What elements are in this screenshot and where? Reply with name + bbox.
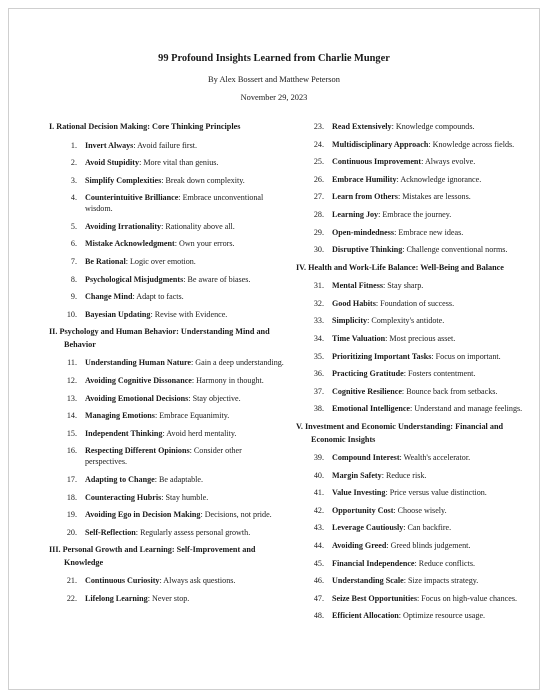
item-body <box>332 191 532 202</box>
item-name: Avoiding Irrationality <box>85 221 162 231</box>
item-description: : Optimize resource usage. <box>398 611 486 621</box>
item-number: 18. <box>66 492 77 502</box>
item-number: 46. <box>313 576 324 586</box>
item-name: Understanding Human Nature <box>85 358 191 368</box>
list-item <box>296 315 532 326</box>
item-body <box>332 298 532 309</box>
item-name: Mental Fitness <box>332 281 384 291</box>
list-item <box>49 291 285 302</box>
item-body <box>85 238 285 249</box>
item-body <box>332 558 532 569</box>
item-body <box>85 140 285 151</box>
item-number: 22. <box>66 593 77 603</box>
item-description: : Rationality above all. <box>161 221 235 231</box>
item-name: Change Mind <box>85 292 133 302</box>
item-number: 6. <box>70 239 77 249</box>
item-body <box>332 351 532 362</box>
list-item <box>296 156 532 167</box>
list-item <box>296 351 532 362</box>
item-number: 43. <box>313 523 324 533</box>
item-name: Avoid Stupidity <box>85 158 140 168</box>
item-name: Psychological Misjudgments <box>85 274 184 284</box>
item-number: 7. <box>70 257 77 267</box>
item-number: 47. <box>313 593 324 603</box>
item-name: Avoiding Greed <box>332 540 387 550</box>
list-item <box>296 209 532 220</box>
item-description: : Size impacts strategy. <box>403 576 479 586</box>
item-name: Prioritizing Important Tasks <box>332 351 432 361</box>
item-number: 39. <box>313 453 324 462</box>
item-body <box>85 492 285 503</box>
item-name: Bayesian Updating <box>85 309 151 319</box>
item-number: 2. <box>70 158 77 168</box>
item-number: 34. <box>313 334 324 344</box>
item-description: : Greed blinds judgement. <box>386 540 471 550</box>
item-name: Avoiding Ego in Decision Making <box>85 510 201 520</box>
item-number: 38. <box>313 404 324 414</box>
list-item <box>296 139 532 150</box>
list-item <box>49 274 285 285</box>
item-number: 37. <box>313 386 324 396</box>
item-name: Embrace Humility <box>332 174 397 184</box>
item-name: Simplicity <box>332 316 368 326</box>
item-description: : Decisions, not pride. <box>200 510 272 520</box>
item-name: Financial Independence <box>332 558 415 568</box>
item-description: : Foundation of success. <box>375 298 455 308</box>
item-number: 27. <box>313 192 324 202</box>
item-description: : Acknowledge ignorance. <box>396 174 482 184</box>
section <box>296 121 532 255</box>
list-item <box>296 487 532 498</box>
item-name: Lifelong Learning <box>85 593 148 603</box>
item-number: 8. <box>70 274 77 284</box>
item-number: 26. <box>313 174 324 184</box>
list-item <box>49 527 285 538</box>
item-number: 28. <box>313 209 324 219</box>
item-name: Disruptive Thinking <box>332 245 403 255</box>
item-body <box>85 575 285 586</box>
item-name: Be Rational <box>85 257 126 267</box>
left-column <box>49 121 285 611</box>
item-description: : Can backfire. <box>403 523 452 533</box>
item-description: : Break down complexity. <box>161 175 245 185</box>
list-item <box>296 540 532 551</box>
item-number: 14. <box>66 411 77 421</box>
item-number: 33. <box>313 316 324 326</box>
item-description: : Be aware of biases. <box>183 274 251 284</box>
item-body <box>85 593 285 604</box>
item-number: 32. <box>313 298 324 308</box>
item-body <box>332 403 532 414</box>
item-body <box>85 509 285 520</box>
item-name: Seize Best Opportunities <box>332 593 417 603</box>
item-number: 20. <box>66 527 77 537</box>
item-number: 17. <box>66 475 77 484</box>
list-item <box>296 386 532 397</box>
item-body <box>332 540 532 551</box>
list-item <box>49 593 285 604</box>
section <box>49 544 285 604</box>
list-item <box>49 140 285 151</box>
item-description: : More vital than genius. <box>139 158 219 168</box>
list-item <box>49 492 285 503</box>
section <box>296 421 532 621</box>
item-body <box>332 227 532 238</box>
item-number: 1. <box>70 140 77 150</box>
item-body <box>85 274 285 285</box>
item-body <box>332 280 532 291</box>
item-number: 12. <box>66 376 77 386</box>
item-body <box>85 221 285 232</box>
item-body <box>85 410 285 421</box>
list-item <box>296 227 532 238</box>
item-body <box>332 386 532 397</box>
item-name: Emotional Intelligence <box>332 404 411 414</box>
item-body <box>332 505 532 516</box>
item-number: 13. <box>66 393 77 403</box>
item-description: : Stay objective. <box>188 393 241 403</box>
list-item <box>296 558 532 569</box>
item-description: : Mistakes are lessons. <box>397 192 471 202</box>
item-description: : Understand and manage feelings. <box>410 404 523 414</box>
list-item <box>49 428 285 439</box>
item-number: 41. <box>313 488 324 498</box>
item-body <box>85 309 285 320</box>
item-description: : Revise with Evidence. <box>150 309 228 319</box>
list-item <box>49 474 285 485</box>
item-description: : Reduce risk. <box>381 470 427 480</box>
item-description: : Be adaptable. <box>154 475 204 484</box>
right-column <box>296 121 532 628</box>
section <box>49 121 285 320</box>
item-number: 29. <box>313 227 324 237</box>
item-description: : Logic over emotion. <box>125 257 196 267</box>
list-item <box>296 593 532 604</box>
item-name: Read Extensively <box>332 122 392 131</box>
list-item <box>49 375 285 386</box>
item-description: : Harmony in thought. <box>191 376 264 386</box>
list-item <box>296 452 532 463</box>
item-name: Opportunity Cost <box>332 505 394 515</box>
item-number: 36. <box>313 369 324 379</box>
item-number: 24. <box>313 139 324 149</box>
item-body <box>85 175 285 186</box>
item-body <box>85 291 285 302</box>
section-heading: IV. Health and Work-Life Balance: Well-Being and Balance <box>296 262 504 272</box>
item-description: : Stay humble. <box>161 492 209 502</box>
item-number: 42. <box>313 505 324 515</box>
item-number: 3. <box>70 175 77 185</box>
item-body <box>332 610 532 621</box>
item-name: Learn from Others <box>332 192 398 202</box>
item-description: : Knowledge across fields. <box>428 139 515 149</box>
item-description: : Embrace Equanimity. <box>154 411 230 421</box>
document-page <box>8 8 540 690</box>
item-name: Self-Reflection <box>85 527 136 537</box>
document-date: November 29, 2023 <box>240 93 308 102</box>
item-name: Avoiding Cognitive Dissonance <box>85 376 192 386</box>
item-body <box>85 428 285 439</box>
list-item <box>49 393 285 404</box>
item-body <box>85 256 285 267</box>
item-description: : Challenge conventional norms. <box>402 245 508 255</box>
item-body <box>85 357 285 368</box>
item-body <box>332 333 532 344</box>
item-number: 45. <box>313 558 324 568</box>
item-description: : Reduce conflicts. <box>414 558 475 568</box>
item-name: Compound Interest <box>332 453 400 462</box>
item-body <box>332 174 532 185</box>
section-heading: I. Rational Decision Making: Core Thinking Principles <box>49 122 241 131</box>
item-number: 35. <box>313 351 324 361</box>
item-description: : Embrace unconventional wisdom. <box>85 193 264 214</box>
item-body <box>332 487 532 498</box>
item-description: : Fosters contentment. <box>403 369 476 379</box>
item-name: Invert Always <box>85 140 134 150</box>
item-name: Adapting to Change <box>85 475 155 484</box>
item-name: Time Valuation <box>332 334 386 344</box>
item-name: Good Habits <box>332 298 376 308</box>
item-body <box>85 375 285 386</box>
item-name: Continuous Improvement <box>332 157 422 167</box>
list-item <box>49 238 285 249</box>
item-number: 21. <box>66 576 77 586</box>
item-body <box>332 244 532 255</box>
item-body <box>85 157 285 168</box>
item-number: 11. <box>67 358 77 368</box>
item-description: : Regularly assess personal growth. <box>135 527 251 537</box>
list-item <box>296 368 532 379</box>
item-number: 15. <box>66 428 77 438</box>
item-name: Efficient Allocation <box>332 611 399 621</box>
item-description: : Gain a deep understanding. <box>191 358 284 368</box>
item-name: Practicing Gratitude <box>332 369 404 379</box>
list-item <box>49 221 285 232</box>
item-number: 9. <box>70 292 77 302</box>
item-body <box>332 452 532 463</box>
item-description: : Avoid failure first. <box>133 140 198 150</box>
list-item <box>49 175 285 186</box>
item-name: Continuous Curiosity <box>85 576 160 586</box>
item-number: 31. <box>313 281 324 291</box>
list-item <box>49 445 285 467</box>
item-body <box>332 470 532 481</box>
item-description: : Stay sharp. <box>383 281 424 291</box>
item-description: : Own your errors. <box>174 239 235 249</box>
item-body <box>85 445 285 467</box>
item-body <box>85 192 285 214</box>
item-description: : Wealth's accelerator. <box>399 453 471 462</box>
item-description: : Embrace the journey. <box>378 209 452 219</box>
item-body <box>332 368 532 379</box>
section-heading: V. Investment and Economic Understanding: Financial and Economic Insights <box>296 422 504 444</box>
item-description: : Focus on important. <box>431 351 501 361</box>
item-number: 10. <box>66 309 77 319</box>
list-item <box>296 174 532 185</box>
list-item <box>49 509 285 520</box>
item-number: 16. <box>66 446 77 456</box>
item-number: 4. <box>70 193 77 203</box>
list-item <box>296 505 532 516</box>
item-description: : Consider other perspectives. <box>85 446 242 467</box>
item-body <box>332 575 532 586</box>
item-description: : Never stop. <box>147 593 190 603</box>
list-item <box>296 333 532 344</box>
list-item <box>296 280 532 291</box>
item-name: Mistake Acknowledgment <box>85 239 175 249</box>
item-body <box>332 522 532 533</box>
document-title: 99 Profound Insights Learned from Charlie Munger <box>158 53 390 64</box>
list-item <box>49 410 285 421</box>
item-name: Respecting Different Opinions <box>85 446 190 456</box>
list-item <box>49 575 285 586</box>
list-item <box>296 575 532 586</box>
item-name: Counterintuitive Brilliance <box>85 193 179 203</box>
item-body <box>85 527 285 538</box>
item-name: Independent Thinking <box>85 428 163 438</box>
item-name: Leverage Cautiously <box>332 523 404 533</box>
list-item <box>296 244 532 255</box>
item-name: Value Investing <box>332 488 386 498</box>
item-number: 25. <box>313 157 324 167</box>
list-item <box>49 157 285 168</box>
list-item <box>49 192 285 214</box>
item-body <box>332 315 532 326</box>
list-item <box>296 191 532 202</box>
list-item <box>296 470 532 481</box>
item-name: Simplify Complexities <box>85 175 162 185</box>
list-item <box>49 256 285 267</box>
section-heading: II. Psychology and Human Behavior: Understanding Mind and Behavior <box>49 327 270 349</box>
list-item <box>49 357 285 368</box>
item-name: Managing Emotions <box>85 411 155 421</box>
item-number: 23. <box>313 122 324 131</box>
item-body <box>85 474 285 485</box>
item-number: 48. <box>313 611 324 621</box>
item-body <box>332 121 532 132</box>
item-number: 19. <box>66 510 77 520</box>
item-description: : Choose wisely. <box>393 505 447 515</box>
list-item <box>296 403 532 414</box>
item-name: Counteracting Hubris <box>85 492 162 502</box>
item-number: 5. <box>70 221 77 231</box>
list-item <box>49 309 285 320</box>
item-name: Avoiding Emotional Decisions <box>85 393 189 403</box>
list-item <box>296 121 532 132</box>
list-item <box>296 298 532 309</box>
item-description: : Avoid herd mentality. <box>162 428 237 438</box>
section-heading: III. Personal Growth and Learning: Self-Improvement and Knowledge <box>49 545 256 567</box>
list-item <box>296 610 532 621</box>
item-description: : Complexity's antidote. <box>367 316 445 326</box>
item-description: : Most precious asset. <box>385 334 456 344</box>
item-number: 30. <box>313 245 324 255</box>
item-description: : Bounce back from setbacks. <box>401 386 498 396</box>
item-number: 40. <box>313 470 324 480</box>
item-name: Open-mindedness <box>332 227 395 237</box>
document-authors: By Alex Bossert and Matthew Peterson <box>208 75 340 84</box>
section <box>296 262 532 415</box>
item-description: : Always ask questions. <box>159 576 236 586</box>
item-description: : Focus on high-value chances. <box>416 593 518 603</box>
list-item <box>296 522 532 533</box>
section <box>49 326 285 537</box>
item-body <box>332 593 532 604</box>
item-body <box>85 393 285 404</box>
item-body <box>332 156 532 167</box>
item-name: Multidisciplinary Approach <box>332 139 429 149</box>
item-name: Understanding Scale <box>332 576 404 586</box>
item-description: : Price versus value distinction. <box>385 488 487 498</box>
item-description: : Embrace new ideas. <box>394 227 464 237</box>
item-number: 44. <box>313 540 324 550</box>
item-name: Learning Joy <box>332 209 379 219</box>
item-body <box>332 139 532 150</box>
item-description: : Always evolve. <box>421 157 476 167</box>
item-body <box>332 209 532 220</box>
item-name: Margin Safety <box>332 470 382 480</box>
item-name: Cognitive Resilience <box>332 386 402 396</box>
item-description: : Adapt to facts. <box>132 292 184 302</box>
item-description: : Knowledge compounds. <box>391 122 475 131</box>
